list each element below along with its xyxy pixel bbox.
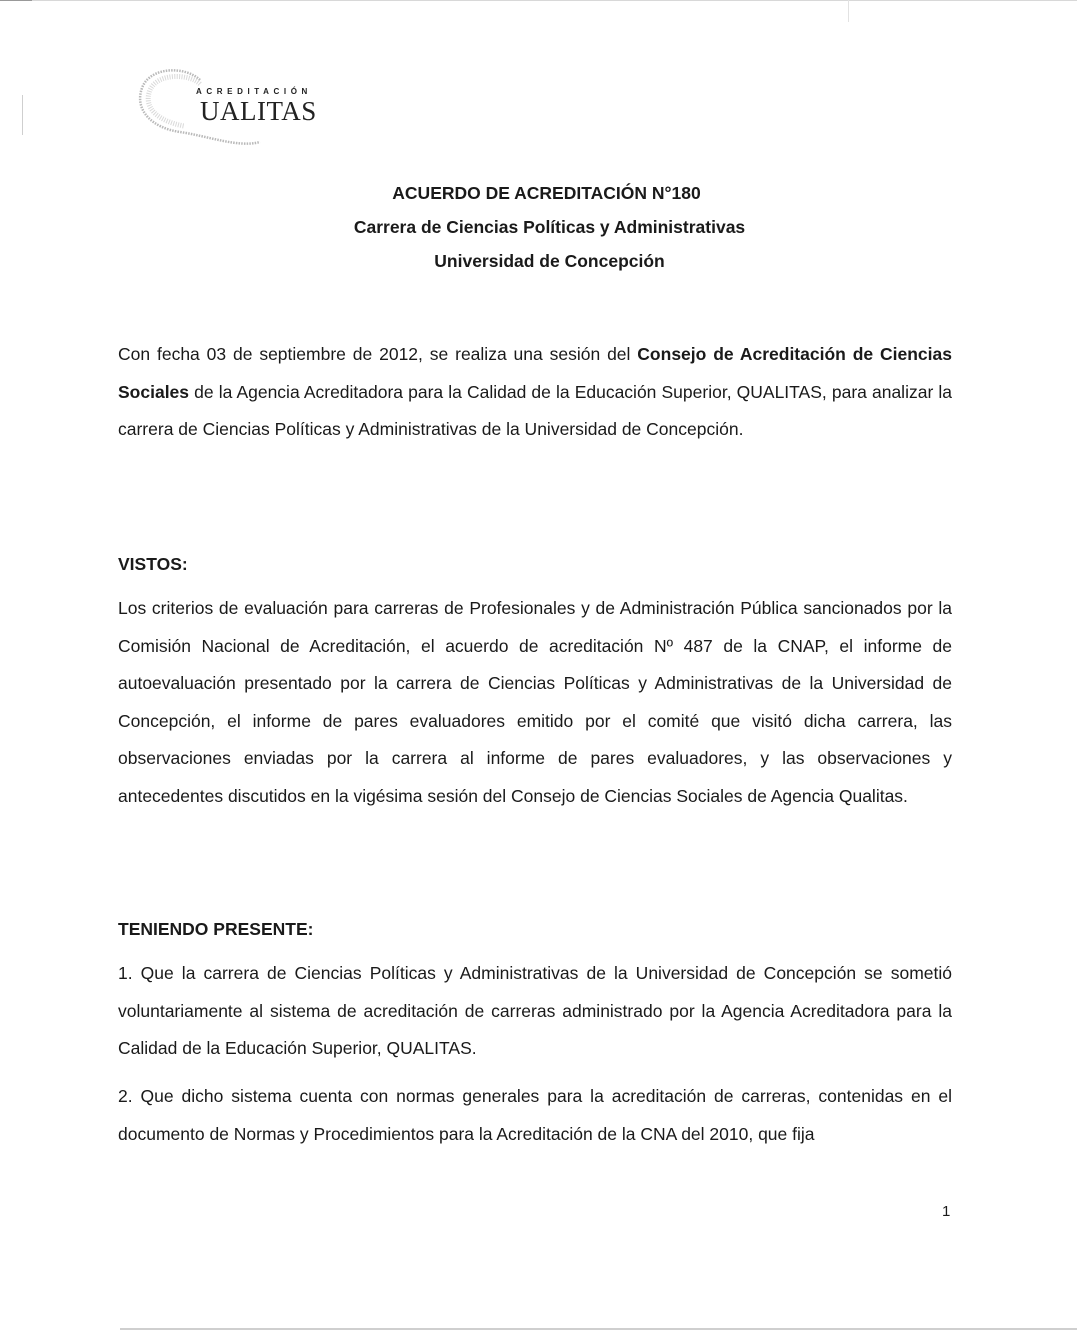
vistos-paragraph: Los criterios de evaluación para carreras de Profesionales y de Administración Pública sancionados por la Comisión Nacional de Acreditación, el acuerdo de acreditación Nº 487 de la CNAP, el informe de autoevaluación presentado por la carrera de Ciencias Políticas y Administrativas de la Universidad de Concepción, el informe de pares evaluadores emitido por el comité que visitó dicha carrera, las observaciones enviadas por la carrera al informe de pares evaluadores, y las observaciones y antecedentes discutidos en la vigésima sesión del Consejo de Ciencias Sociales de Agencia Qualitas. (118, 598, 952, 806)
scan-margin-line (22, 95, 23, 135)
intro-text-2: de la Agencia Acreditadora para la Calidad de la Educación Superior, QUALITAS, para analizar la carrera de Ciencias Políticas y Administrativas de la Universidad de Concepción. (118, 381, 952, 439)
vistos-heading: VISTOS: (118, 554, 188, 574)
qualitas-logo (128, 58, 317, 158)
document-title (0, 176, 1077, 278)
scan-mark (0, 0, 32, 1)
scan-bottom-edge (120, 1328, 1077, 1330)
title-university: Universidad de Concepción (434, 251, 665, 271)
teniendo-item-1: 1. Que la carrera de Ciencias Políticas y Administrativas de la Universidad de Concepción se sometió voluntariamente al sistema de acreditación de carreras administrado por la Agencia Acreditadora para la Calidad de la Educación Superior, QUALITAS. (118, 963, 952, 1058)
title-agreement-number: ACUERDO DE ACREDITACIÓN N°180 (392, 183, 701, 203)
intro-text-1: Con fecha 03 de septiembre de 2012, se realiza una sesión del (118, 344, 638, 364)
logo-accreditation-text: ACREDITACIÓN (196, 87, 312, 96)
title-career: Carrera de Ciencias Políticas y Administrativas (353, 217, 746, 237)
intro-paragraph (118, 336, 952, 449)
teniendo-presente-heading: TENIENDO PRESENTE: (118, 919, 314, 939)
logo-wordmark: UALITAS (200, 96, 317, 126)
scan-edge (0, 0, 1077, 1)
teniendo-item-2: 2. Que dicho sistema cuenta con normas generales para la acreditación de carreras, contenidas en el documento de Normas y Procedimientos para la Acreditación de la CNA del 2010, que fija (118, 1086, 952, 1144)
page-number: 1 (942, 1203, 951, 1220)
scan-margin-line-right (848, 0, 849, 22)
intro-council-name: Consejo de Acreditación de Ciencias Sociales (118, 344, 952, 402)
